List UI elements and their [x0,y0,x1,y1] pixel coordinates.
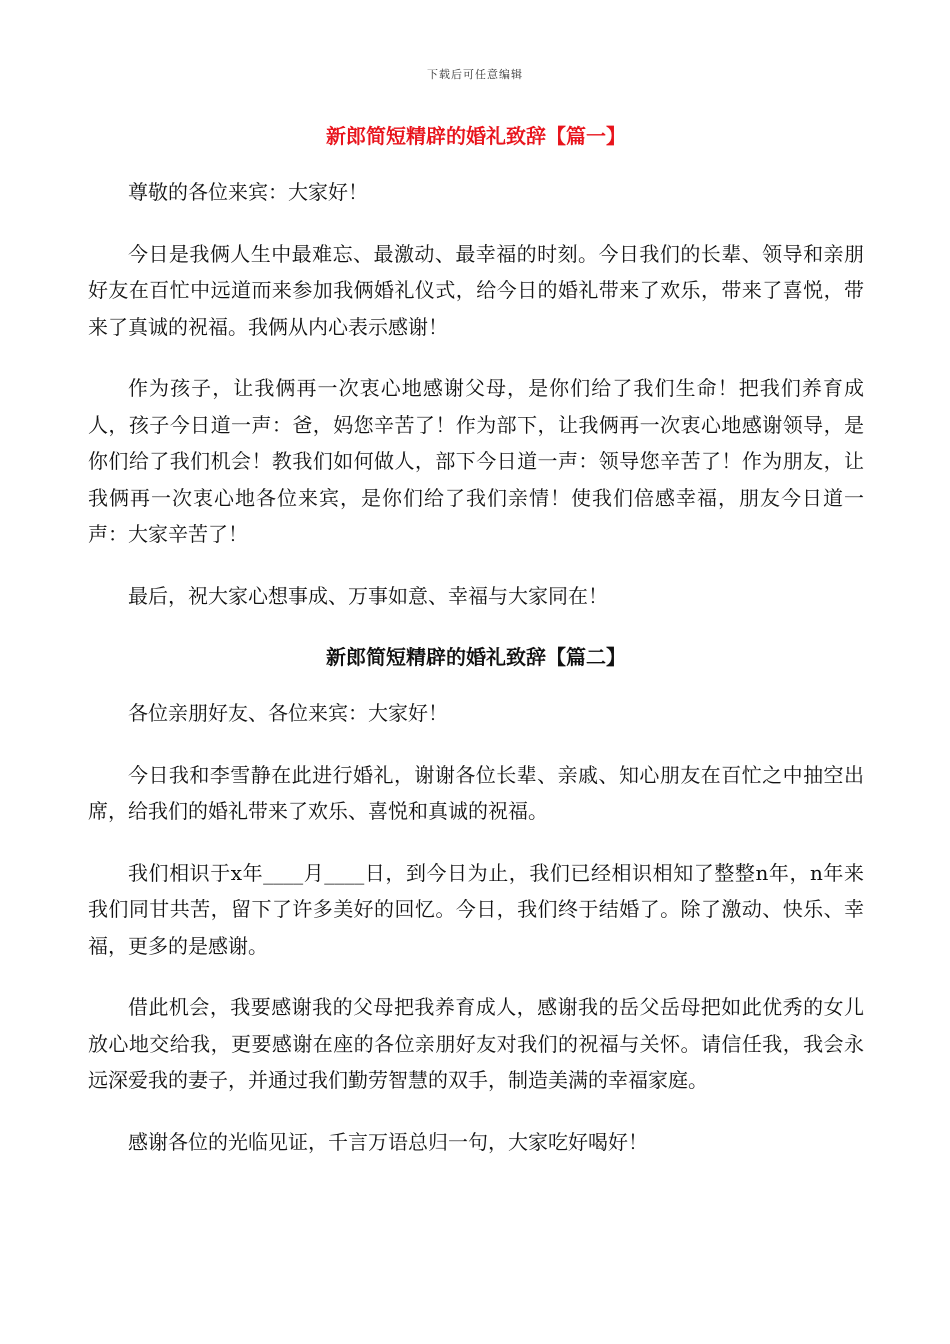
paragraph: 作为孩子，让我俩再一次衷心地感谢父母，是你们给了我们生命！把我们养育成人，孩子今日道一声：爸，妈您辛苦了！作为部下，让我俩再一次衷心地感谢领导，是你们给了我们机会！教我们如何做人，部下今日道一声：领导您辛苦了！作为朋友，让我俩再一次衷心地各位来宾，是你们给了我们亲情！使我们倍感幸福，朋友今日道一声：大家辛苦了！ [88,376,864,546]
paragraph: 最后，祝大家心想事成、万事如意、幸福与大家同在！ [128,583,608,608]
paragraph: 尊敬的各位来宾：大家好！ [128,180,368,204]
header-note: 下载后可任意编辑 [427,68,523,81]
paragraph: 各位亲朋好友、各位来宾：大家好！ [128,701,448,725]
paragraph: 今日我和李雪静在此进行婚礼，谢谢各位长辈、亲戚、知心朋友在百忙之中抽空出席，给我们的婚礼带来了欢乐、喜悦和真诚的祝福。 [88,762,864,823]
section-title-2: 新郎简短精辟的婚礼致辞【篇二】 [326,645,626,669]
paragraph: 我们相识于x年____月____日，到今日为止，我们已经相识相知了整整n年，n年来我们同甘共苦，留下了许多美好的回忆。今日，我们终于结婚了。除了激动、快乐、幸福，更多的是感谢。 [88,860,864,958]
paragraph: 今日是我俩人生中最难忘、最激动、最幸福的时刻。今日我们的长辈、领导和亲朋好友在百忙中远道而来参加我俩婚礼仪式，给今日的婚礼带来了欢乐，带来了喜悦，带来了真诚的祝福。我俩从内心表示感谢！ [88,241,864,339]
document-body [88,118,864,1185]
section-title-1: 新郎简短精辟的婚礼致辞【篇一】 [326,124,626,148]
paragraph: 借此机会，我要感谢我的父母把我养育成人，感谢我的岳父岳母把如此优秀的女儿放心地交给我，更要感谢在座的各位亲朋好友对我们的祝福与关怀。请信任我，我会永远深爱我的妻子，并通过我们勤劳智慧的双手，制造美满的幸福家庭。 [88,995,864,1092]
paragraph: 感谢各位的光临见证，千言万语总归一句，大家吃好喝好！ [128,1129,648,1154]
